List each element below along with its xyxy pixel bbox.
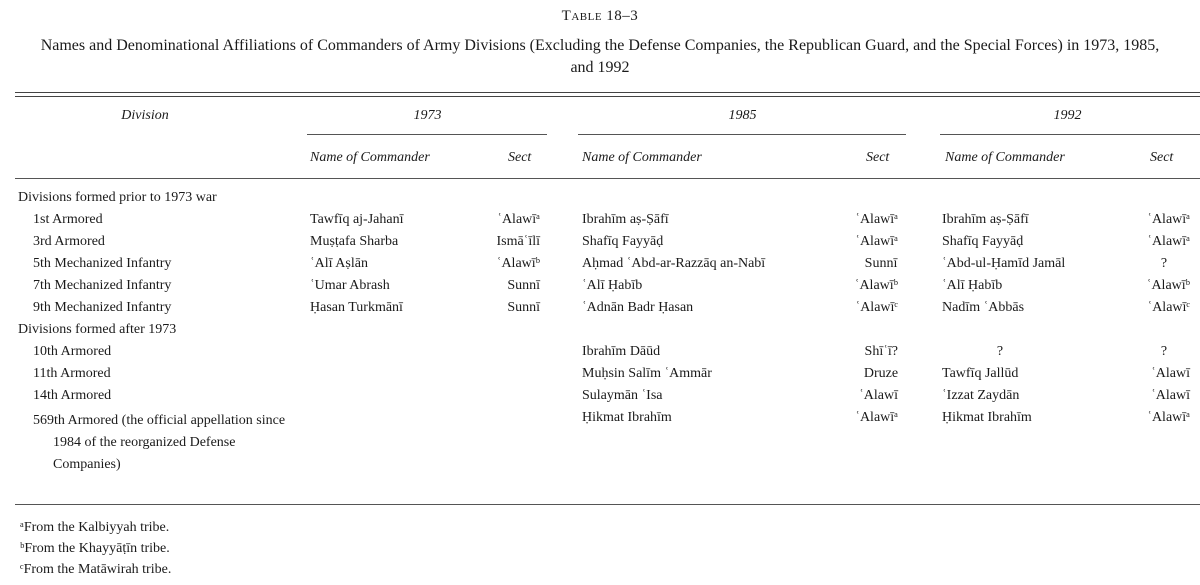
sect-1985: ʿAlawīᵃ bbox=[855, 212, 898, 227]
commander-1992: ʿIzzat Zaydān bbox=[942, 388, 1020, 403]
group-heading-prior: Divisions formed prior to 1973 war bbox=[18, 190, 217, 205]
group-heading-after: Divisions formed after 1973 bbox=[18, 322, 177, 337]
sect-1985: Sunnī bbox=[864, 256, 898, 271]
header-commander-1992: Name of Commander bbox=[945, 150, 1065, 165]
commander-1973: ʿUmar Abrash bbox=[310, 278, 390, 293]
sect-1992: ʿAlawī bbox=[1151, 366, 1190, 381]
commander-1992: ʿAlī Ḥabīb bbox=[942, 278, 1003, 293]
footnote-c: ᶜFrom the Matāwirah tribe. bbox=[20, 562, 172, 577]
commander-1973: Muṣṭafa Sharba bbox=[310, 234, 399, 249]
division-name: 9th Mechanized Infantry bbox=[33, 300, 172, 315]
sect-1992: ? bbox=[1160, 344, 1168, 359]
commander-1973: Ḥasan Turkmānī bbox=[310, 300, 403, 315]
division-name: 1st Armored bbox=[33, 212, 103, 227]
top-rule-2 bbox=[15, 96, 1200, 97]
sect-1985: ʿAlawīᶜ bbox=[855, 300, 898, 315]
commander-1985: Ḥikmat Ibrahīm bbox=[582, 410, 672, 425]
spanner-rule-1985 bbox=[578, 134, 906, 135]
division-name: 569th Armored (the official appellation since 1984 of the reorganized Defense Companies) bbox=[33, 413, 286, 472]
top-rule bbox=[15, 92, 1200, 93]
table-bottom-rule bbox=[15, 504, 1200, 505]
commander-1973: Tawfīq aj-Jahanī bbox=[310, 212, 404, 227]
sect-1985: Druze bbox=[863, 366, 899, 381]
sect-1985: ʿAlawīᵇ bbox=[854, 278, 898, 293]
sect-1992: ʿAlawīᶜ bbox=[1147, 300, 1190, 315]
header-1973: 1973 bbox=[413, 108, 442, 123]
footnote-a: ᵃFrom the Kalbiyyah tribe. bbox=[20, 520, 170, 535]
commander-1992: Shafīq Fayyāḍ bbox=[942, 234, 1024, 249]
commander-1992: Ḥikmat Ibrahīm bbox=[942, 410, 1032, 425]
commander-1985: Muḥsin Salīm ʿAmmār bbox=[582, 366, 712, 381]
sect-1992: ʿAlawīᵃ bbox=[1147, 212, 1190, 227]
sect-1985: ʿAlawīᵃ bbox=[855, 410, 898, 425]
header-commander-1973: Name of Commander bbox=[310, 150, 430, 165]
commander-1985: Ibrahīm Dāūd bbox=[582, 344, 661, 359]
header-commander-1985: Name of Commander bbox=[582, 150, 702, 165]
commander-1973: ʿAlī Aṣlān bbox=[310, 256, 368, 271]
spanner-rule-1973 bbox=[307, 134, 547, 135]
sect-1992: ʿAlawīᵃ bbox=[1147, 410, 1190, 425]
commander-1992: Tawfīq Jallūd bbox=[942, 366, 1019, 381]
header-sect-1985: Sect bbox=[866, 150, 890, 165]
commander-1992: Nadīm ʿAbbās bbox=[942, 300, 1025, 315]
sect-1992: ʿAlawīᵇ bbox=[1146, 278, 1190, 293]
division-name: 11th Armored bbox=[33, 366, 111, 381]
sect-1992: ? bbox=[1160, 256, 1168, 271]
division-name: 10th Armored bbox=[33, 344, 112, 359]
sect-1973: ʿAlawīᵇ bbox=[496, 256, 540, 271]
division-name: 3rd Armored bbox=[33, 234, 105, 249]
table-label: Table 18–3 bbox=[561, 8, 639, 24]
header-sect-1973: Sect bbox=[508, 150, 532, 165]
commander-1985: Shafīq Fayyāḍ bbox=[582, 234, 664, 249]
sect-1985: ʿAlawī bbox=[859, 388, 898, 403]
commander-1985: Ibrahīm aṣ-Ṣāfī bbox=[582, 212, 669, 227]
division-name: 5th Mechanized Infantry bbox=[33, 256, 172, 271]
footnote-b: ᵇFrom the Khayyāṭīn tribe. bbox=[20, 541, 170, 556]
sect-1992: ʿAlawī bbox=[1151, 388, 1190, 403]
sect-1985: ʿAlawīᵃ bbox=[855, 234, 898, 249]
header-bottom-rule bbox=[15, 178, 1200, 179]
commander-1992: ? bbox=[996, 344, 1004, 359]
sect-1985: Shīʿī? bbox=[864, 344, 898, 359]
header-1985: 1985 bbox=[728, 108, 757, 123]
header-1992: 1992 bbox=[1053, 108, 1082, 123]
table-title: Names and Denominational Affiliations of Commanders of Army Divisions (Excluding the Defense Companies, the Republican Guard, and the Special Forces) in 1973, 1985, and 1992 bbox=[40, 37, 1160, 76]
spanner-rule-1992 bbox=[940, 134, 1200, 135]
division-name: 7th Mechanized Infantry bbox=[33, 278, 172, 293]
sect-1973: Sunnī bbox=[507, 278, 540, 293]
division-name: 14th Armored bbox=[33, 388, 112, 403]
commander-1985: ʿAlī Ḥabīb bbox=[582, 278, 643, 293]
sect-1973: Ismāʿīlī bbox=[496, 234, 540, 249]
header-sect-1992: Sect bbox=[1150, 150, 1174, 165]
commander-1985: ʿAdnān Badr Ḥasan bbox=[582, 300, 694, 315]
commander-1992: ʿAbd-ul-Ḥamīd Jamāl bbox=[942, 256, 1066, 271]
commander-1985: Aḥmad ʿAbd-ar-Razzāq an-Nabī bbox=[582, 256, 766, 271]
sect-1973: Sunnī bbox=[507, 300, 540, 315]
sect-1992: ʿAlawīᵃ bbox=[1147, 234, 1190, 249]
commander-1992: Ibrahīm aṣ-Ṣāfī bbox=[942, 212, 1029, 227]
commander-1985: Sulaymān ʿIsa bbox=[582, 388, 663, 403]
header-division: Division bbox=[121, 108, 169, 123]
sect-1973: ʿAlawīᵃ bbox=[497, 212, 540, 227]
